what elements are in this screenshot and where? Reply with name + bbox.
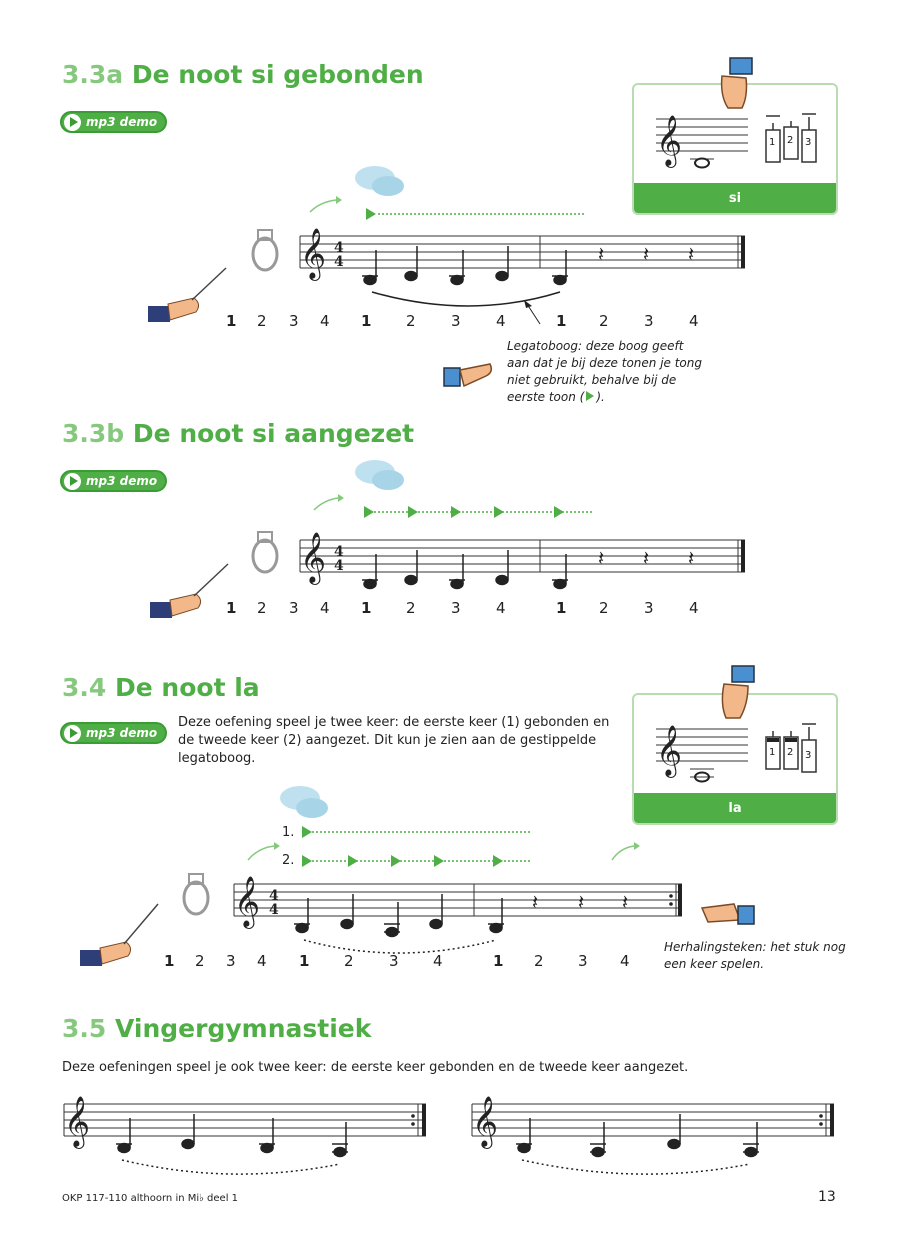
mp3-label: mp3 demo [86, 115, 158, 129]
play-icon [586, 391, 594, 401]
svg-text:𝄽: 𝄽 [532, 890, 539, 914]
count: 4 [689, 599, 699, 617]
time-signature-top: 4 [269, 888, 279, 904]
conductor-hand-icon [148, 268, 226, 322]
section-title: De noot si aangezet [132, 419, 415, 448]
svg-text:𝄽: 𝄽 [643, 242, 650, 266]
exercise-staff-2 [468, 1090, 838, 1180]
althorn-icon [253, 230, 277, 270]
repeat-annotation: Herhalingsteken: het stuk nog een keer spelen. [664, 940, 846, 971]
section-heading-3-4 [62, 673, 260, 702]
count: 2 [599, 599, 609, 617]
play-icon [64, 725, 81, 742]
svg-text:𝄽: 𝄽 [643, 546, 650, 570]
time-signature-top: 4 [334, 240, 344, 256]
section-heading-3-3b [62, 419, 414, 448]
count: 1 [361, 599, 372, 617]
count: 2 [406, 599, 416, 617]
count: 4 [320, 312, 330, 330]
count: 1 [226, 599, 237, 617]
pointing-hand-icon [712, 664, 760, 722]
line-1-label: 1. [282, 825, 295, 840]
treble-clef-icon: 𝄞 [300, 228, 327, 279]
valve-3-label: 3 [805, 137, 812, 148]
section-title: De noot si gebonden [131, 60, 424, 89]
conductor-hand-icon [150, 564, 228, 618]
time-signature-bottom: 4 [334, 254, 344, 270]
count: 4 [689, 312, 699, 330]
count: 4 [496, 312, 506, 330]
count: 2 [344, 952, 354, 970]
count: 1 [493, 952, 504, 970]
valve-3-label: 3 [805, 750, 812, 761]
breath-cloud-icon [355, 166, 404, 196]
mp3-demo-button-3-3a[interactable] [60, 111, 167, 133]
count: 3 [644, 599, 654, 617]
althorn-icon [184, 874, 208, 914]
section-number: 3.3b [62, 419, 125, 448]
count: 4 [433, 952, 443, 970]
time-signature-bottom: 4 [334, 558, 344, 574]
section-heading-3-3a [62, 60, 424, 89]
mp3-label: mp3 demo [86, 726, 158, 740]
exercise-staff-1 [60, 1090, 430, 1180]
section-number: 3.3a [62, 60, 124, 89]
section-intro-3-5: Deze oefeningen speel je ook twee keer: de eerste keer gebonden en de tweede keer aangezet. [62, 1060, 689, 1075]
count: 3 [644, 312, 654, 330]
card-note-name: la [634, 793, 836, 823]
pointing-hand-icon [712, 56, 760, 112]
count: 4 [257, 952, 267, 970]
count: 3 [451, 599, 461, 617]
svg-text:𝄽: 𝄽 [688, 546, 695, 570]
count: 3 [451, 312, 461, 330]
section-title: Vingergymnastiek [115, 1014, 372, 1043]
treble-clef-icon: 𝄞 [64, 1096, 91, 1147]
card-note-name: si [634, 183, 836, 213]
count: 2 [257, 312, 267, 330]
treble-clef-icon: 𝄞 [234, 876, 261, 927]
breath-cloud-icon [280, 786, 328, 818]
page-number: 13 [818, 1189, 836, 1205]
count: 2 [534, 952, 544, 970]
pointing-hand-icon [442, 358, 496, 390]
section-number: 3.4 [62, 673, 107, 702]
time-signature-bottom: 4 [269, 902, 279, 918]
althorn-icon [253, 532, 277, 572]
count: 1 [226, 312, 237, 330]
section-intro-3-4: Deze oefening speel je twee keer: de eerste keer (1) gebonden en de tweede keer (2) aangezet. Dit kun je zien aan de gestippelde legatoboog. [178, 715, 610, 766]
svg-text:𝄽: 𝄽 [688, 242, 695, 266]
line-2-label: 2. [282, 853, 295, 868]
footer-text: OKP 117-110 althoorn in Mi♭ deel 1 [62, 1193, 239, 1204]
play-icon [64, 473, 81, 490]
legato-annotation [507, 338, 707, 406]
count: 1 [556, 599, 567, 617]
count: 3 [226, 952, 236, 970]
mp3-label: mp3 demo [86, 474, 158, 488]
count: 2 [257, 599, 267, 617]
pointing-hand-icon [700, 900, 758, 930]
valve-2-label: 2 [787, 135, 794, 146]
breath-cloud-icon [355, 460, 404, 490]
count: 1 [361, 312, 372, 330]
section-heading-3-5 [62, 1014, 371, 1043]
count: 2 [195, 952, 205, 970]
count: 2 [406, 312, 416, 330]
play-icon [64, 114, 81, 131]
svg-text:𝄽: 𝄽 [598, 546, 605, 570]
count: 3 [389, 952, 399, 970]
valve-1-label: 1 [769, 747, 776, 758]
count: 1 [299, 952, 310, 970]
section-title: De noot la [115, 673, 260, 702]
valve-2-label: 2 [787, 747, 794, 758]
svg-text:𝄽: 𝄽 [622, 890, 629, 914]
treble-clef-icon: 𝄞 [656, 725, 683, 776]
valve-1-label: 1 [769, 137, 776, 148]
count: 1 [556, 312, 567, 330]
count: 3 [578, 952, 588, 970]
time-signature-top: 4 [334, 544, 344, 560]
legato-text: Legatoboog: deze boog geeft aan dat je bij deze tonen je tong niet gebruikt, behalve bij de eerste toon ( [507, 339, 702, 404]
section-number: 3.5 [62, 1014, 107, 1043]
svg-text:𝄽: 𝄽 [578, 890, 585, 914]
svg-text:𝄽: 𝄽 [598, 242, 605, 266]
treble-clef-icon: 𝄞 [472, 1096, 499, 1147]
mp3-demo-button-3-4[interactable] [60, 722, 167, 744]
count: 4 [620, 952, 630, 970]
count: 1 [164, 952, 175, 970]
count: 4 [320, 599, 330, 617]
conductor-hand-icon [80, 904, 158, 966]
count: 3 [289, 599, 299, 617]
treble-clef-icon: 𝄞 [656, 115, 683, 166]
count: 4 [496, 599, 506, 617]
music-staff-3-4 [78, 778, 698, 978]
music-staff-3-3a [140, 156, 750, 334]
count: 2 [599, 312, 609, 330]
treble-clef-icon: 𝄞 [300, 532, 327, 583]
count: 3 [289, 312, 299, 330]
legato-text-end: ). [596, 390, 605, 404]
